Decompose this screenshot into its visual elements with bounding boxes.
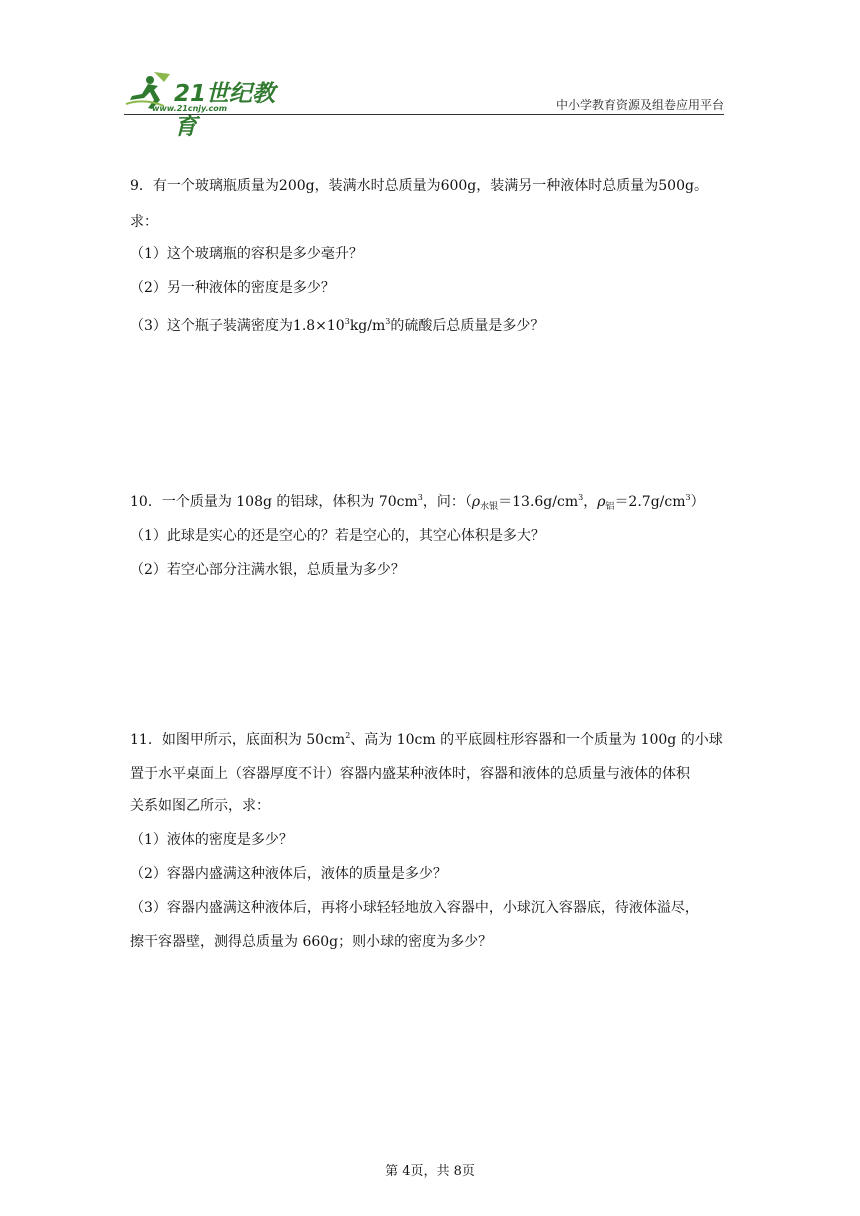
q11-part1: （1）液体的密度是多少？: [130, 832, 293, 848]
q11-part3-line1: （3）容器内盛满这种液体后，再将小球轻轻地放入容器中，小球沉入容器底，待液体溢尽，: [130, 900, 699, 916]
header-divider: [124, 114, 724, 115]
q9-part2: （2）另一种液体的密度是多少？: [130, 280, 335, 296]
page-header: [124, 62, 724, 140]
q9-part3: （3）这个瓶子装满密度为$1.8\times 10^3kg/m^3$的硫酸后总质量是多少？: [130, 317, 545, 334]
q10-part1: （1）此球是实心的还是空心的？若是空心的，其空心体积是多大？: [130, 528, 545, 544]
q11-part3-line2: 擦干容器壁，测得总质量为 660g；则小球的密度为多少？: [130, 934, 493, 950]
q11-line1: 11．如图甲所示，底面积为 $50cm^2$、高为 10cm 的平底圆柱形容器和一个质量为 100g 的小球: [130, 731, 723, 748]
platform-name: 中小学教育资源及组卷应用平台: [555, 98, 724, 112]
q11-part2: （2）容器内盛满这种液体后，液体的质量是多少？: [130, 866, 447, 882]
q9-stem-cont: 求：: [130, 214, 158, 230]
q9-stem: 9．有一个玻璃瓶质量为200g，装满水时总质量为600g，装满另一种液体时总质量为500g。: [130, 178, 708, 194]
logo: [124, 68, 294, 140]
logo-url: www.21cnjy.com: [152, 104, 228, 113]
q11-line3: 关系如图乙所示，求：: [130, 798, 270, 814]
q11-line2: 置于水平桌面上（容器厚度不计）容器内盛某种液体时，容器和液体的总质量与液体的体积: [130, 766, 690, 782]
logo-text: 21世纪教育: [174, 81, 276, 140]
q10-stem: 10．一个质量为 108g 的铝球，体积为 $70cm^3$，问：（$\rho_{水银}=13.6g/cm^3$，$\rho_铝=2.7g/cm^3$）: [130, 493, 705, 512]
q9-part1: （1）这个玻璃瓶的容积是多少毫升？: [130, 246, 363, 262]
page-number: 第 4页，共 8页: [385, 1164, 475, 1179]
q10-part2: （2）若空心部分注满水银，总质量为多少？: [130, 562, 405, 578]
